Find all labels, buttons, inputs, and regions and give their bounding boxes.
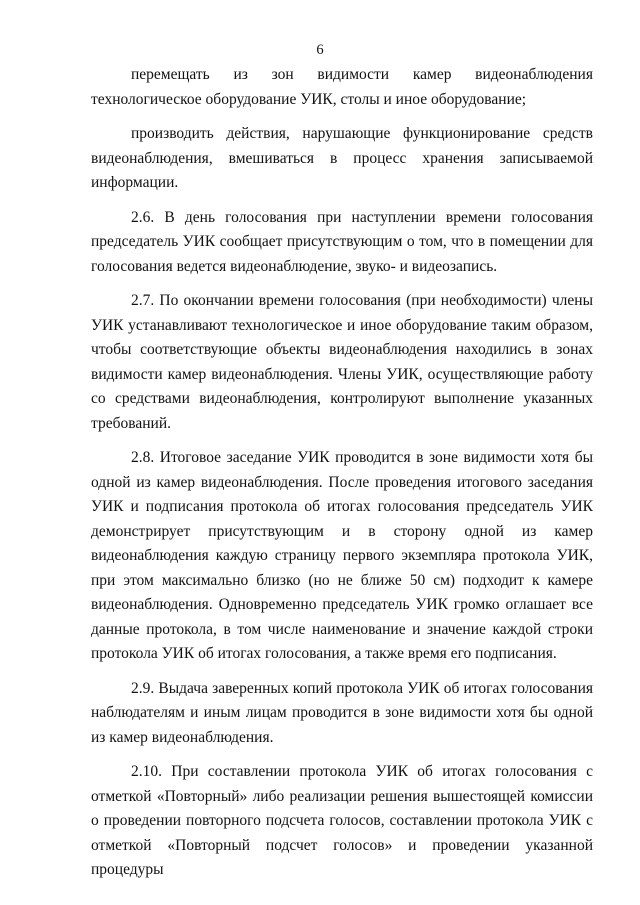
paragraph-2-7: 2.7. По окончании времени голосования (при необходимости) члены УИК устанавливают технологическое и иное оборудование таким образом, чтобы соответствующие объекты видеонаблюдения находились в зонах видимости камер видеонаблюдения. Члены УИК, осуществляющие работу со средствами видеонаблюдения, контролируют выполнение указанных требований. [91,292,593,432]
paragraph-2-10: 2.10. При составлении протокола УИК об итогах голосования с отметкой «Повторный» либо реализации решения вышестоящей комиссии о проведении повторного подсчета голосов, составлении протокола УИК с отметкой «Повторный подсчет голосов» и проведении указанной процедуры [91,763,593,878]
page-number: 6 [316,42,324,58]
paragraph-2-8: 2.8. Итоговое заседание УИК проводится в зоне видимости хотя бы одной из камер видеонаблюдения. После проведения итогового заседания УИК и подписания протокола об итогах голосования председатель УИК демонстрирует присутствующим и в сторону одной из камер видеонаблюдения каждую страницу первого экземпляра протокола УИК, при этом максимально близко (но не ближе 50 см) подходит к камере видеонаблюдения. Одновременно председатель УИК громко оглашает все данные протокола, в том числе наименование и значение каждой строки протокола УИК об итогах голосования, а также время его подписания. [91,449,593,662]
paragraph-2-9: 2.9. Выдача заверенных копий протокола УИК об итогах голосования наблюдателям и иным лицам проводится в зоне видимости хотя бы одной из камер видеонаблюдения. [91,679,593,746]
document-body [91,63,593,893]
paragraph-2-6: 2.6. В день голосования при наступлении времени голосования председатель УИК сообщает присутствующим о том, что в помещении для голосования ведется видеонаблюдение, звуко- и видеозапись. [91,208,593,275]
paragraph-list-item-move-equipment: перемещать из зон видимости камер видеонаблюдения технологическое оборудование УИК, столы и иное оборудование; [91,66,593,108]
paragraph-list-item-interfere: производить действия, нарушающие функционирование средств видеонаблюдения, вмешиваться в процесс хранения записываемой информации. [91,125,593,191]
